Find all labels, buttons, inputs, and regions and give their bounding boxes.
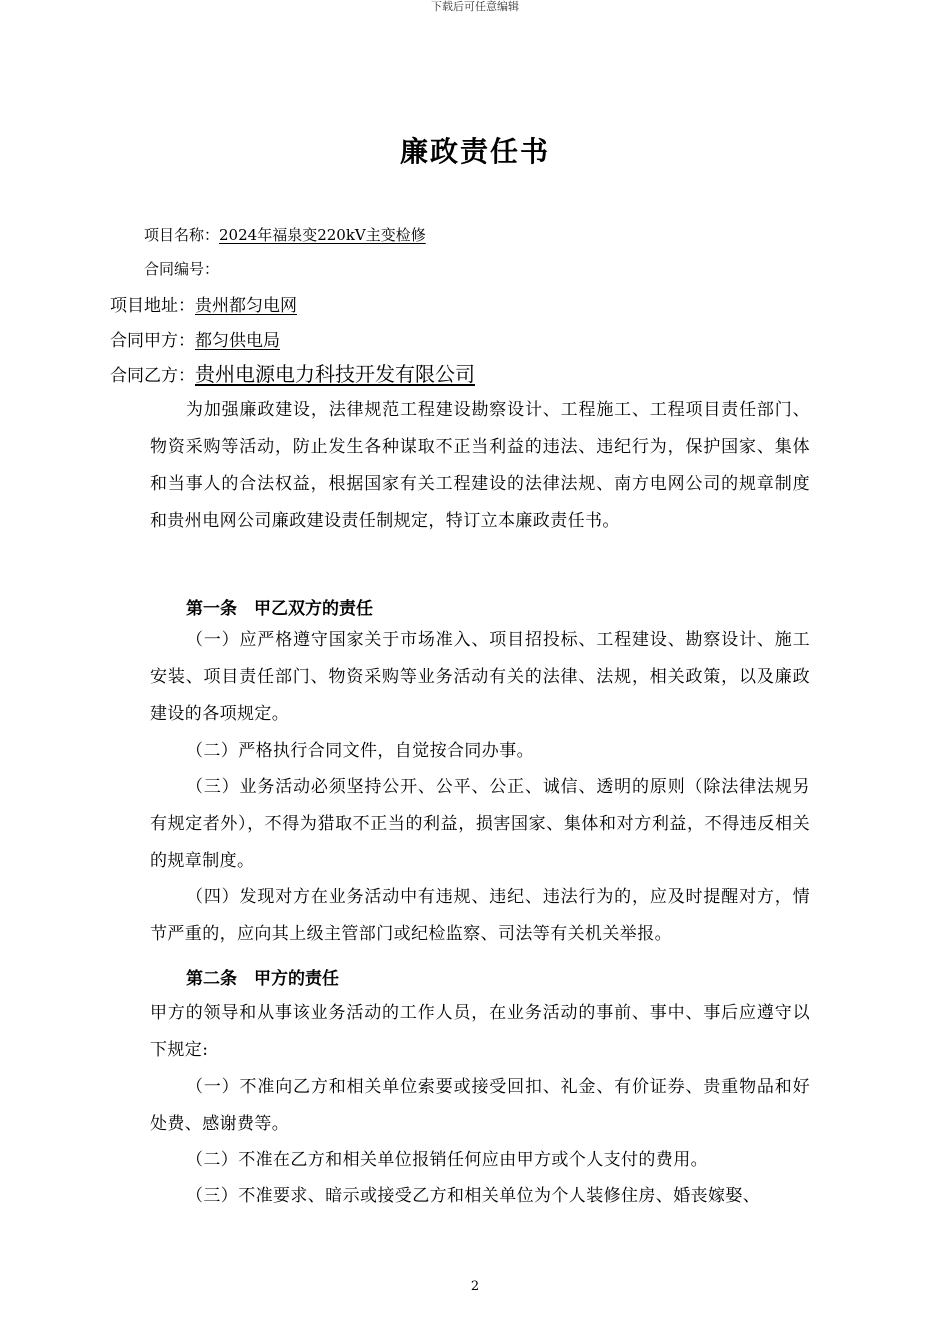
- party-b-row: [110, 358, 475, 387]
- party-b-label: 合同乙方：: [110, 366, 195, 386]
- article-1-item-4: （四）发现对方在业务活动中有违规、违纪、违法行为的，应及时提醒对方，情节严重的，应向其上级主管部门或纪检监察、司法等有关机关举报。: [150, 887, 810, 944]
- article-2-intro: 甲方的领导和从事该业务活动的工作人员，在业务活动的事前、事中、事后应遵守以下规定:: [150, 1003, 810, 1060]
- project-location-row: [110, 291, 297, 316]
- page-number: 2: [470, 1279, 480, 1294]
- article-1-heading: 第一条 甲乙双方的责任: [186, 599, 373, 619]
- preamble-paragraph: 为加强廉政建设，法律规范工程建设勘察设计、工程施工、工程项目责任部门、物资采购等活动，防止发生各种谋取不正当利益的违法、违纪行为，保护国家、集体和当事人的合法权益，根据国家有关工程建设的法律法规、南方电网公司的规章制度和贵州电网公司廉政建设责任制规定，特订立本廉政责任书。: [150, 400, 810, 531]
- party-b-value: 贵州电源电力科技开发有限公司: [195, 362, 475, 386]
- contract-no-row: [144, 258, 219, 279]
- article-1-item-3: （三）业务活动必须坚持公开、公平、公正、诚信、透明的原则（除法律法规另有规定者外），不得为猎取不正当的利益，损害国家、集体和对方利益，不得违反相关的规章制度。: [150, 777, 810, 871]
- contract-no-label: 合同编号：: [144, 260, 220, 278]
- article-2-item-1: （一）不准向乙方和相关单位索要或接受回扣、礼金、有价证券、贵重物品和好处费、感谢费等。: [150, 1077, 810, 1134]
- article-2-item-3: （三）不准要求、暗示或接受乙方和相关单位为个人装修住房、婚丧嫁娶、: [186, 1186, 761, 1206]
- article-1-item-2: （二）严格执行合同文件，自觉按合同办事。: [186, 741, 534, 761]
- header-note: 下载后可任意编辑: [431, 0, 519, 13]
- project-name-value: 2024年福泉变220kV主变检修: [219, 226, 426, 244]
- article-1-item-1: （一）应严格遵守国家关于市场准入、项目招投标、工程建设、勘察设计、施工安装、项目责任部门、物资采购等业务活动有关的法律、法规，相关政策，以及廉政建设的各项规定。: [150, 630, 810, 724]
- article-2-heading: 第二条 甲方的责任: [186, 969, 339, 989]
- party-a-label: 合同甲方：: [110, 331, 195, 351]
- project-location-value: 贵州都匀电网: [195, 296, 297, 316]
- project-location-label: 项目地址：: [110, 296, 195, 316]
- project-name-label: 项目名称：: [144, 226, 220, 244]
- project-name-row: [144, 224, 426, 245]
- party-a-value: 都匀供电局: [195, 331, 280, 351]
- article-2-item-2: （二）不准在乙方和相关单位报销任何应由甲方或个人支付的费用。: [186, 1150, 708, 1170]
- party-a-row: [110, 326, 280, 351]
- document-title: 廉政责任书: [399, 135, 550, 168]
